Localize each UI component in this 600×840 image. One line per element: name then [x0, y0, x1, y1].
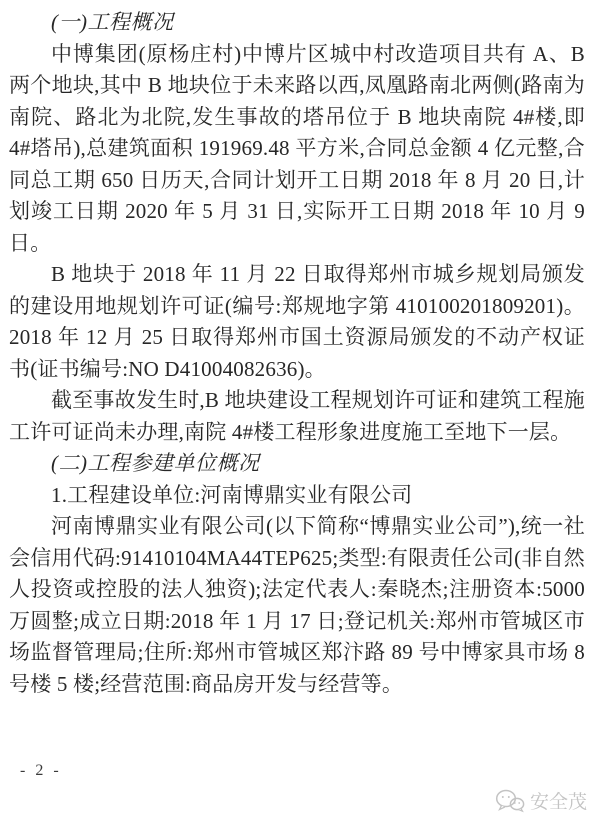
section-heading-participating-units: (二)工程参建单位概况 — [51, 451, 260, 475]
paragraph-construction-unit-title: 1.工程建设单位:河南博鼎实业有限公司 — [51, 482, 413, 507]
paragraph-permit-status: 截至事故发生时,B 地块建设工程规划许可证和建筑工程施工许可证尚未办理,南院 4#楼工程形象进度施工至地下一层。 — [9, 388, 585, 444]
paragraph-project-overview: 中博集团(原杨庄村)中博片区城中村改造项目共有 A、B 两个地块,其中 B 地块位于未来路以西,凤凰路南北两侧(路南为南院、路北为北院,发生事故的塔吊位于 B 地块南院 4#楼,即 4#塔吊),总建筑面积 191969.48 平方米,合同总金额 4 亿元整,合同总工期 650 日历天,合同计划开工日期 2018 年 8 月 20 日,计划竣工日期 2020 年 5 月 31 日,实际开工日期 2018 年 10 月 9 日。 — [9, 41, 585, 255]
paragraph-company-details: 河南博鼎实业有限公司(以下简称“博鼎实业公司”),统一社会信用代码:91410104MA44TEP625;类型:有限责任公司(非自然人投资或控股的法人独资);法定代表人:秦晓杰;注册资本:5000 万圆整;成立日期:2018 年 1 月 17 日;登记机关:郑州市管城区市场监督管理局;住所:郑州市管城区郑汴路 89 号中博家具市场 8 号楼 5 楼;经营范围:商品房开发与经营等。 — [9, 514, 585, 696]
section-heading-project-overview: (一)工程概况 — [51, 10, 174, 34]
wechat-icon — [495, 788, 525, 813]
watermark-label: 安全茂 — [529, 792, 587, 813]
watermark — [495, 787, 587, 814]
page-number: - 2 - — [20, 762, 62, 779]
paragraph-land-permits: B 地块于 2018 年 11 月 22 日取得郑州市城乡规划局颁发的建设用地规划许可证(编号:郑规地字第 410100201809201)。2018 年 12 月 25 日取得郑州市国土资源局颁发的不动产权证书(证书编号:NO D41004082636)。 — [9, 262, 585, 381]
document-body — [9, 7, 585, 700]
